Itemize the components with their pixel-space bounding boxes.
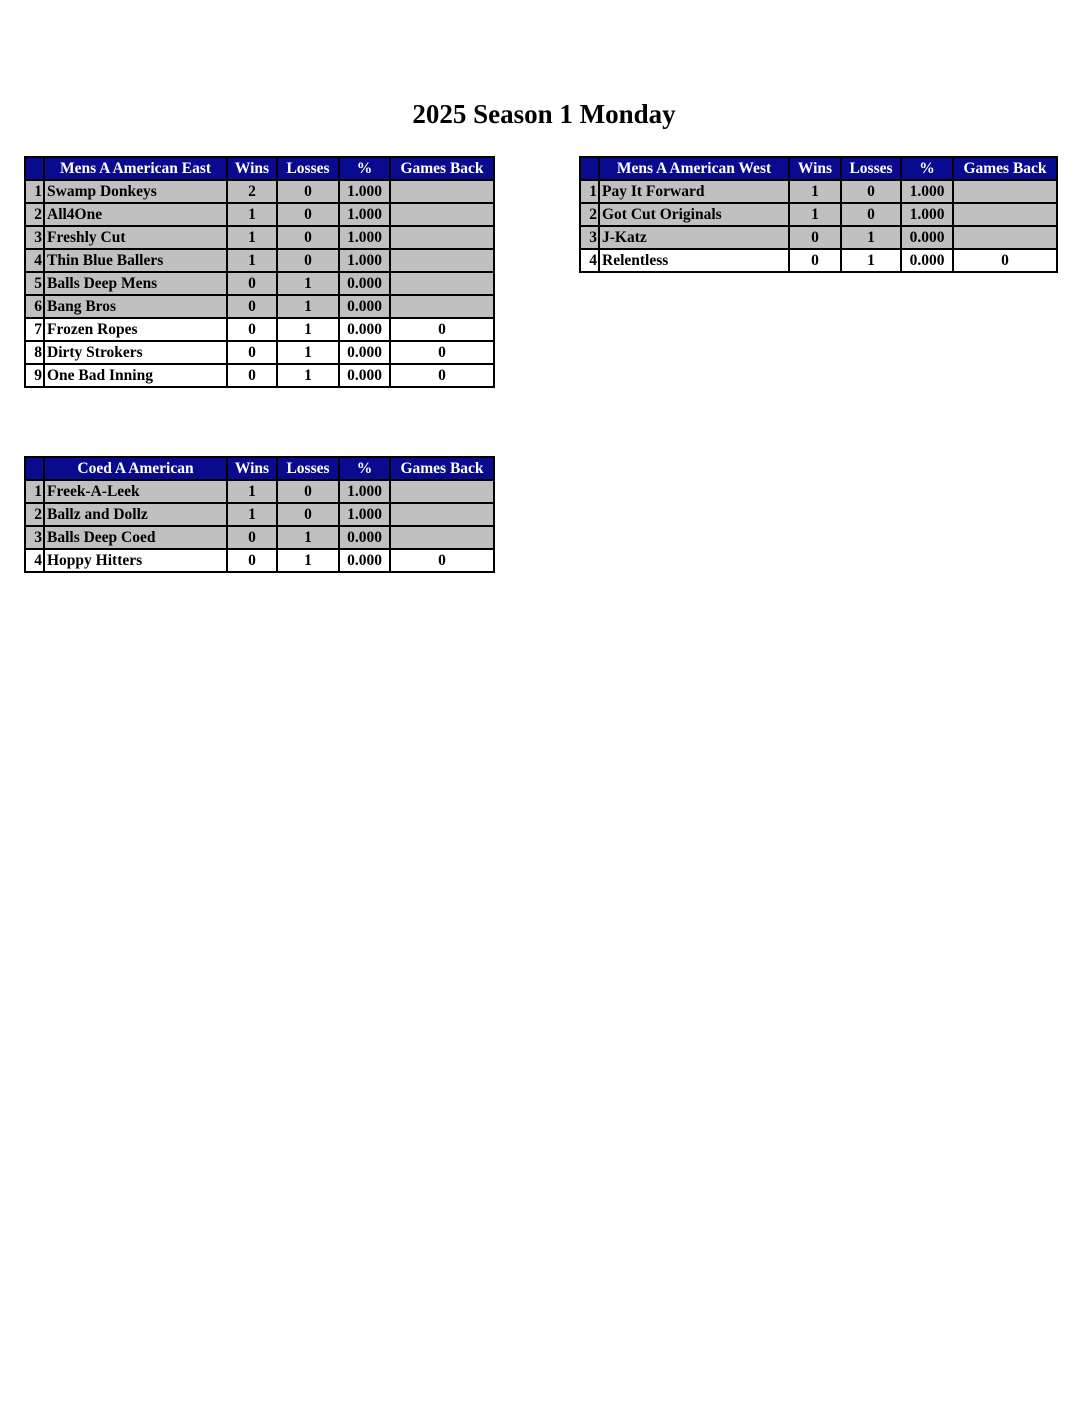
team-name-cell: Freshly Cut [44, 226, 227, 249]
games-back-cell [390, 226, 494, 249]
pct-header: % [339, 457, 390, 480]
losses-header: Losses [841, 157, 901, 180]
wins-header: Wins [789, 157, 841, 180]
games-back-header: Games Back [390, 457, 494, 480]
losses-cell: 1 [277, 549, 339, 572]
games-back-cell [390, 180, 494, 203]
losses-cell: 0 [841, 180, 901, 203]
rank-cell: 1 [25, 480, 44, 503]
losses-cell: 0 [277, 180, 339, 203]
losses-cell: 0 [841, 203, 901, 226]
team-name-cell: Thin Blue Ballers [44, 249, 227, 272]
games-back-cell [390, 480, 494, 503]
table-row [25, 226, 494, 249]
team-name-cell: Dirty Strokers [44, 341, 227, 364]
wins-cell: 1 [227, 203, 277, 226]
losses-cell: 1 [841, 226, 901, 249]
pct-cell: 1.000 [339, 226, 390, 249]
rank-cell: 1 [25, 180, 44, 203]
division-name: Mens A American East [44, 157, 227, 180]
team-name-cell: Pay It Forward [599, 180, 789, 203]
rank-cell: 2 [580, 203, 599, 226]
games-back-cell [390, 295, 494, 318]
pct-cell: 0.000 [339, 364, 390, 387]
losses-cell: 1 [277, 295, 339, 318]
games-back-cell: 0 [390, 549, 494, 572]
table-header-row [580, 157, 1057, 180]
division-name: Coed A American [44, 457, 227, 480]
table-row [580, 226, 1057, 249]
table-header-row [25, 157, 494, 180]
games-back-cell [390, 272, 494, 295]
rank-header [25, 457, 44, 480]
pct-cell: 0.000 [901, 226, 953, 249]
team-name-cell: Got Cut Originals [599, 203, 789, 226]
games-back-header: Games Back [953, 157, 1057, 180]
wins-header: Wins [227, 457, 277, 480]
table-row [25, 549, 494, 572]
games-back-cell [953, 203, 1057, 226]
games-back-cell [953, 226, 1057, 249]
games-back-header: Games Back [390, 157, 494, 180]
pct-cell: 1.000 [339, 249, 390, 272]
standings-table-coed-a-american [24, 456, 495, 573]
losses-cell: 0 [277, 226, 339, 249]
games-back-cell [390, 503, 494, 526]
pct-cell: 0.000 [339, 341, 390, 364]
games-back-cell [390, 203, 494, 226]
table-row [25, 526, 494, 549]
table-header-row [25, 457, 494, 480]
team-name-cell: Swamp Donkeys [44, 180, 227, 203]
rank-cell: 3 [25, 526, 44, 549]
table-row [25, 480, 494, 503]
losses-header: Losses [277, 157, 339, 180]
table-row [25, 503, 494, 526]
rank-cell: 3 [580, 226, 599, 249]
division-name: Mens A American West [599, 157, 789, 180]
pct-header: % [901, 157, 953, 180]
rank-cell: 4 [25, 549, 44, 572]
rank-cell: 2 [25, 503, 44, 526]
table-row [25, 295, 494, 318]
team-name-cell: Frozen Ropes [44, 318, 227, 341]
games-back-cell: 0 [390, 341, 494, 364]
pct-cell: 0.000 [339, 295, 390, 318]
games-back-cell: 0 [390, 364, 494, 387]
pct-cell: 1.000 [339, 503, 390, 526]
losses-cell: 1 [277, 526, 339, 549]
wins-cell: 0 [227, 272, 277, 295]
pct-cell: 0.000 [339, 318, 390, 341]
wins-cell: 0 [789, 226, 841, 249]
wins-cell: 2 [227, 180, 277, 203]
team-name-cell: Ballz and Dollz [44, 503, 227, 526]
table-row [25, 341, 494, 364]
team-name-cell: One Bad Inning [44, 364, 227, 387]
rank-cell: 4 [25, 249, 44, 272]
team-name-cell: Hoppy Hitters [44, 549, 227, 572]
team-name-cell: All4One [44, 203, 227, 226]
games-back-cell: 0 [390, 318, 494, 341]
table-row [25, 318, 494, 341]
standings-table-mens-a-american-east [24, 156, 495, 388]
losses-cell: 1 [841, 249, 901, 272]
losses-cell: 0 [277, 249, 339, 272]
table-row [25, 180, 494, 203]
pct-header: % [339, 157, 390, 180]
losses-cell: 1 [277, 341, 339, 364]
wins-cell: 1 [789, 180, 841, 203]
losses-cell: 1 [277, 272, 339, 295]
wins-cell: 0 [789, 249, 841, 272]
page-title: 2025 Season 1 Monday [412, 99, 676, 129]
table-row [580, 180, 1057, 203]
pct-cell: 0.000 [339, 526, 390, 549]
team-name-cell: Freek-A-Leek [44, 480, 227, 503]
games-back-cell [953, 180, 1057, 203]
team-name-cell: Balls Deep Coed [44, 526, 227, 549]
losses-cell: 0 [277, 503, 339, 526]
losses-cell: 1 [277, 364, 339, 387]
pct-cell: 1.000 [339, 180, 390, 203]
losses-cell: 1 [277, 318, 339, 341]
wins-cell: 1 [227, 503, 277, 526]
pct-cell: 0.000 [901, 249, 953, 272]
pct-cell: 1.000 [339, 480, 390, 503]
rank-cell: 6 [25, 295, 44, 318]
table-row [25, 272, 494, 295]
table-row [25, 364, 494, 387]
pct-cell: 1.000 [901, 180, 953, 203]
table-row [25, 249, 494, 272]
wins-cell: 1 [227, 226, 277, 249]
games-back-cell [390, 526, 494, 549]
rank-cell: 8 [25, 341, 44, 364]
wins-cell: 0 [227, 295, 277, 318]
rank-cell: 2 [25, 203, 44, 226]
losses-cell: 0 [277, 480, 339, 503]
rank-cell: 4 [580, 249, 599, 272]
pct-cell: 1.000 [901, 203, 953, 226]
rank-header [580, 157, 599, 180]
wins-cell: 0 [227, 526, 277, 549]
rank-cell: 9 [25, 364, 44, 387]
games-back-cell [390, 249, 494, 272]
wins-cell: 0 [227, 341, 277, 364]
wins-cell: 0 [227, 364, 277, 387]
rank-cell: 1 [580, 180, 599, 203]
wins-cell: 0 [227, 549, 277, 572]
table-row [580, 249, 1057, 272]
team-name-cell: Balls Deep Mens [44, 272, 227, 295]
wins-cell: 0 [227, 318, 277, 341]
team-name-cell: Relentless [599, 249, 789, 272]
wins-cell: 1 [227, 249, 277, 272]
losses-header: Losses [277, 457, 339, 480]
wins-header: Wins [227, 157, 277, 180]
pct-cell: 1.000 [339, 203, 390, 226]
wins-cell: 1 [789, 203, 841, 226]
team-name-cell: Bang Bros [44, 295, 227, 318]
rank-cell: 5 [25, 272, 44, 295]
standings-table-mens-a-american-west [579, 156, 1058, 273]
rank-cell: 7 [25, 318, 44, 341]
team-name-cell: J-Katz [599, 226, 789, 249]
table-row [25, 203, 494, 226]
pct-cell: 0.000 [339, 549, 390, 572]
rank-cell: 3 [25, 226, 44, 249]
losses-cell: 0 [277, 203, 339, 226]
rank-header [25, 157, 44, 180]
games-back-cell: 0 [953, 249, 1057, 272]
wins-cell: 1 [227, 480, 277, 503]
pct-cell: 0.000 [339, 272, 390, 295]
table-row [580, 203, 1057, 226]
